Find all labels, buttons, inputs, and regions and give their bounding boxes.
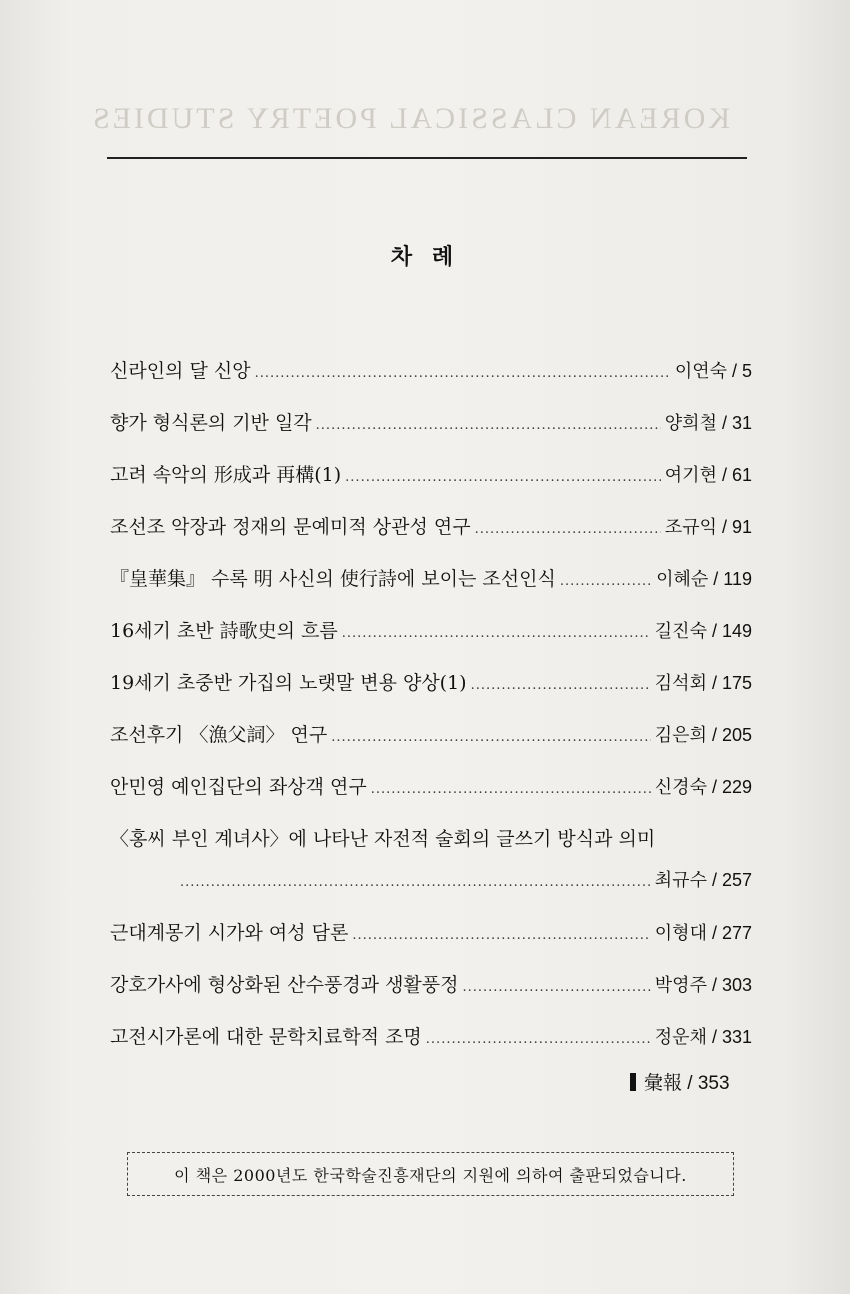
leader-dots [560, 574, 652, 589]
header-rule [107, 157, 747, 159]
toc-entry-author-page: 이혜순 / 119 [656, 569, 752, 589]
toc-entry [110, 668, 752, 720]
page-title: 차 례 [390, 244, 460, 270]
toc-entry [110, 970, 752, 1022]
toc-entry [110, 772, 752, 824]
toc-entry-title: 고전시가론에 대한 문학치료학적 조명 [110, 1026, 422, 1048]
leader-dots [471, 678, 651, 693]
leader-dots [331, 730, 651, 745]
toc-entry-author-page: 이형대 / 277 [654, 923, 752, 943]
leader-dots [342, 626, 651, 641]
toc-entry-title: 『皇華集』 수록 明 사신의 使行詩에 보이는 조선인식 [110, 568, 556, 590]
square-bullet-icon [630, 1073, 636, 1091]
leader-dots [316, 418, 661, 433]
leader-dots [475, 522, 661, 537]
toc-entry [110, 720, 752, 772]
toc-entry [110, 408, 752, 460]
toc-entry-author-page: 여기현 / 61 [664, 465, 752, 485]
toc-entry-author-page: 조규익 / 91 [664, 517, 752, 537]
toc-entry-title: 근대계몽기 시가와 여성 담론 [110, 922, 349, 944]
toc-entry-author-page: 정운채 / 331 [654, 1027, 752, 1047]
toc-entry-title: 고려 속악의 形成과 再構(1) [110, 464, 342, 486]
table-of-contents [110, 356, 752, 1074]
toc-entry-title: 안민영 예인집단의 좌상객 연구 [110, 776, 367, 798]
toc-entry-title: 조선후기 〈漁父詞〉 연구 [110, 724, 328, 746]
toc-entry-author-page: 최규수 / 257 [654, 870, 752, 890]
toc-entry-title: 강호가사에 형상화된 산수풍경과 생활풍정 [110, 974, 459, 996]
toc-entry [110, 824, 752, 918]
toc-entry [110, 512, 752, 564]
leader-dots [180, 875, 651, 890]
toc-entry [110, 918, 752, 970]
appendix-entry [630, 1068, 730, 1095]
leader-dots [371, 782, 651, 797]
funding-notice-box [127, 1152, 734, 1196]
toc-entry-author-page: 이연숙 / 5 [674, 361, 752, 381]
leader-dots [345, 470, 661, 485]
toc-entry-title: 향가 형식론의 기반 일각 [110, 412, 312, 434]
toc-entry-title: 조선조 악장과 정재의 문예미적 상관성 연구 [110, 516, 471, 538]
toc-entry-author-page: 신경숙 / 229 [654, 777, 752, 797]
toc-entry-author-page: 김은희 / 205 [654, 725, 752, 745]
toc-entry [110, 1022, 752, 1074]
toc-entry [110, 616, 752, 668]
toc-entry-title: 〈홍씨 부인 계녀사〉에 나타난 자전적 술회의 글쓰기 방식과 의미 [110, 828, 656, 850]
toc-entry-title: 신라인의 달 신앙 [110, 360, 251, 382]
funding-notice-text: 이 책은 2000년도 한국학술진흥재단의 지원에 의하여 출판되었습니다. [174, 1165, 687, 1185]
toc-entry-author-page: 김석회 / 175 [654, 673, 752, 693]
leader-dots [463, 980, 651, 995]
toc-entry-title: 19세기 초중반 가집의 노랫말 변용 양상(1) [110, 672, 467, 694]
leader-dots [255, 366, 671, 381]
toc-entry [110, 460, 752, 512]
toc-entry [110, 356, 752, 408]
toc-entry [110, 564, 752, 616]
toc-entry-author-page: 박영주 / 303 [654, 975, 752, 995]
bleed-through-header: KOREAN CLASSICAL POETRY STUDIES [90, 102, 730, 135]
toc-entry-author-page: 길진숙 / 149 [654, 621, 752, 641]
toc-entry-title: 16세기 초반 詩歌史의 흐름 [110, 620, 338, 642]
leader-dots [352, 928, 650, 943]
toc-entry-author-page: 양희철 / 31 [664, 413, 752, 433]
leader-dots [426, 1032, 651, 1047]
appendix-label: 彙報 / 353 [644, 1073, 730, 1094]
